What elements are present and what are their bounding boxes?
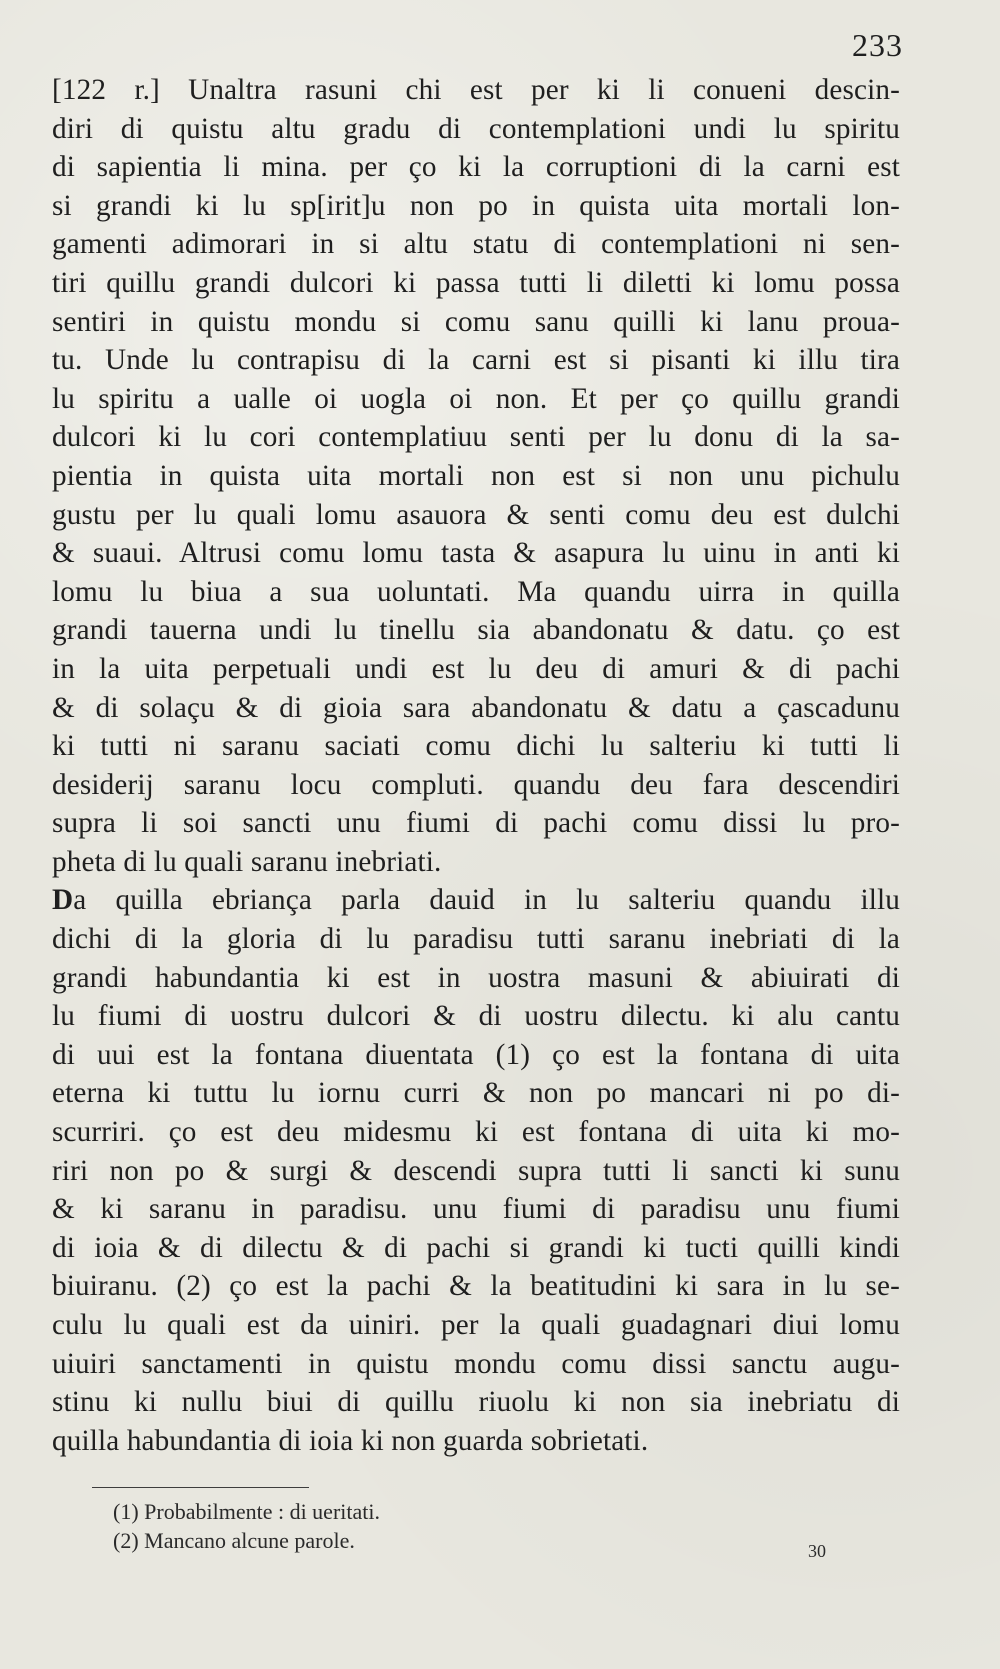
text-line: ki tutti ni saranu saciati comu dichi lu salteriu ki tutti li xyxy=(52,730,900,763)
text-line: si grandi ki lu sp[irit]u non po in quista uita mortali lon- xyxy=(52,189,900,222)
text-line: [122 r.] Unaltra rasuni chi est per ki li conueni descin- xyxy=(52,74,900,106)
text-line: desiderij saranu locu compluti. quandu deu fara descendiri xyxy=(52,768,900,801)
text-line: & di solaçu & di gioia sara abandonatu & datu a çascadunu xyxy=(52,691,900,724)
text-line: eterna ki tuttu lu iornu curri & non po mancari ni po di- xyxy=(52,1077,900,1110)
text-line: biuiranu. (2) ço est la pachi & la beatitudini ki sara in lu se- xyxy=(52,1270,900,1303)
footnote-separator xyxy=(92,1487,309,1488)
text-line: & suaui. Altrusi comu lomu tasta & asapura lu uinu in anti ki xyxy=(52,537,900,570)
text-line: gamenti adimorari in si altu statu di contemplationi ni sen- xyxy=(52,228,900,261)
text-line: gustu per lu quali lomu asauora & senti comu deu est dulchi xyxy=(52,498,900,531)
text-line: in la uita perpetuali undi est lu deu di amuri & di pachi xyxy=(52,652,900,685)
text-line: & ki saranu in paradisu. unu fiumi di paradisu unu fiumi xyxy=(52,1193,900,1226)
paragraph-end-line: pheta di lu quali saranu inebriati. xyxy=(52,845,442,878)
paragraph-start-line: Da quilla ebriança parla dauid in lu salteriu quandu illu xyxy=(52,884,900,917)
text-line: grandi habundantia ki est in uostra masuni & abiuirati di xyxy=(52,961,900,994)
text-line: di sapientia li mina. per ço ki la corruptioni di la carni est xyxy=(52,151,900,184)
footnote-1: (1) Probabilmente : di ueritati. xyxy=(113,1499,380,1524)
text-line: dichi di la gloria di lu paradisu tutti saranu inebriati di la xyxy=(52,923,900,956)
text-line: lu spiritu a ualle oi uogla oi non. Et per ço quillu grandi xyxy=(52,382,900,415)
text-line: stinu ki nullu biui di quillu riuolu ki non sia inebriatu di xyxy=(52,1386,900,1419)
text-line: diri di quistu altu gradu di contemplationi undi lu spiritu xyxy=(52,112,900,145)
text-line: grandi tauerna undi lu tinellu sia abandonatu & datu. ço est xyxy=(52,614,900,647)
page-number: 233 xyxy=(852,27,903,63)
text-line: supra li soi sancti unu fiumi di pachi comu dissi lu pro- xyxy=(52,807,900,840)
text-line: tiri quillu grandi dulcori ki passa tutti li diletti ki lomu possa xyxy=(52,266,900,299)
paragraph-end-line: quilla habundantia di ioia ki non guarda sobrietati. xyxy=(52,1424,649,1457)
text-line: lomu lu biua a sua uoluntati. Ma quandu uirra in quilla xyxy=(52,575,900,608)
signature-mark: 30 xyxy=(808,1541,826,1561)
text-line: riri non po & surgi & descendi supra tutti li sancti ki sunu xyxy=(52,1154,900,1187)
text-line: di uui est la fontana diuentata (1) ço est la fontana di uita xyxy=(52,1038,900,1071)
text-line: scurriri. ço est deu midesmu ki est fontana di uita ki mo- xyxy=(52,1116,900,1149)
text-line: tu. Unde lu contrapisu di la carni est si pisanti ki illu tira xyxy=(52,344,900,377)
text-line: culu lu quali est da uiniri. per la quali guadagnari diui lomu xyxy=(52,1309,900,1341)
text-line: di ioia & di dilectu & di pachi si grandi ki tucti quilli kindi xyxy=(52,1231,900,1264)
footnotes xyxy=(113,1497,533,1555)
text-line: sentiri in quistu mondu si comu sanu quilli ki lanu proua- xyxy=(52,305,900,338)
footnote-2: (2) Mancano alcune parole. xyxy=(113,1528,355,1553)
text-line: dulcori ki lu cori contemplatiuu senti per lu donu di la sa- xyxy=(52,421,900,454)
main-text-block xyxy=(52,71,900,1460)
text-line: uiuiri sanctamenti in quistu mondu comu dissi sanctu augu- xyxy=(52,1347,900,1380)
text-line: lu fiumi di uostru dulcori & di uostru dilectu. ki alu cantu xyxy=(52,1000,900,1033)
text-line: pientia in quista uita mortali non est si non unu pichulu xyxy=(52,459,900,492)
